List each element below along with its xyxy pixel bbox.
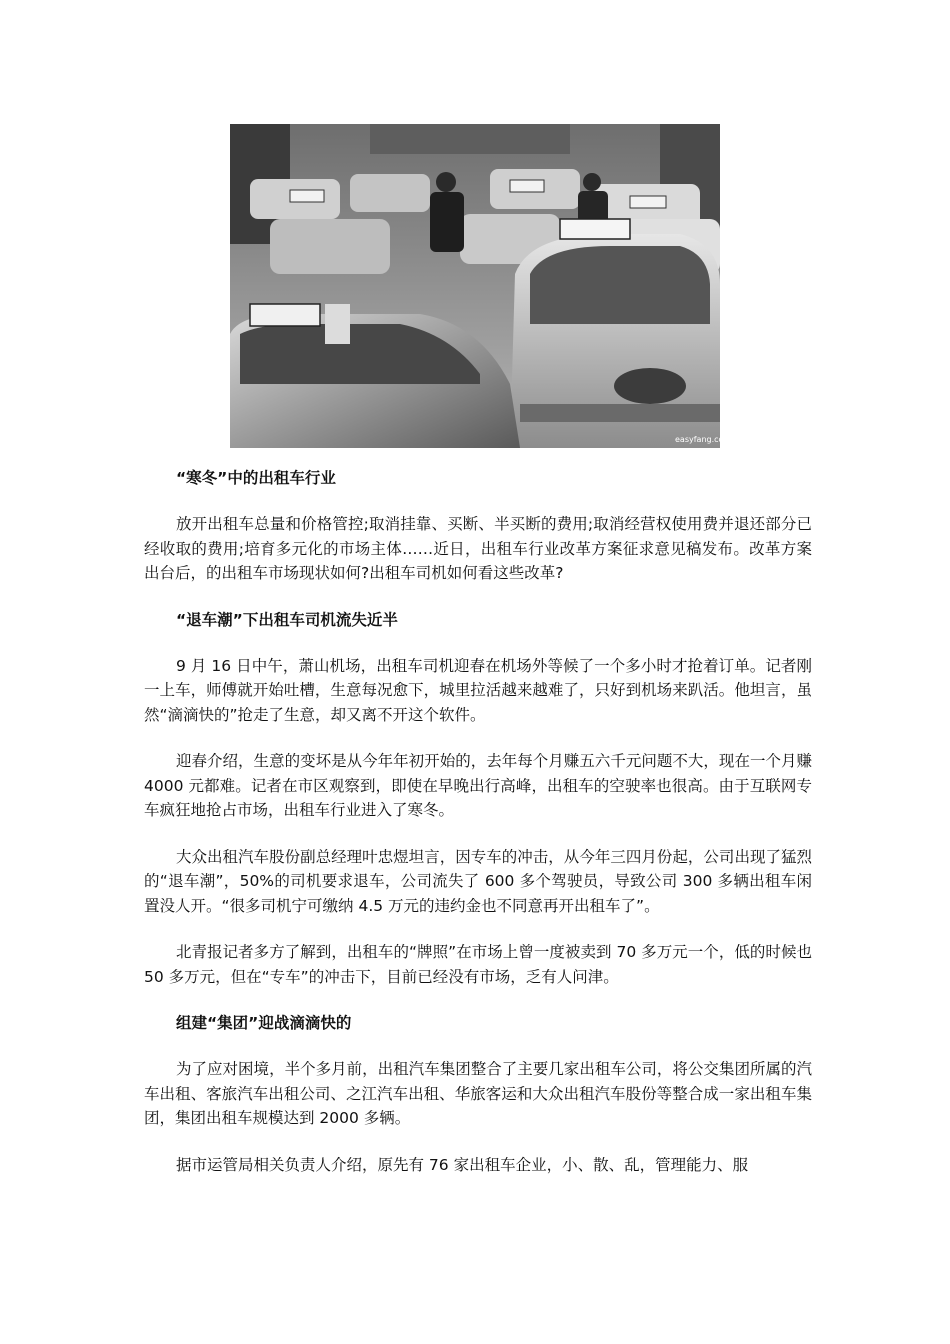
paragraph-regulator: 据市运管局相关负责人介绍，原先有 76 家出租车企业，小、散、乱，管理能力、服 xyxy=(176,1155,749,1174)
section-heading-return-wave: “退车潮”下出租车司机流失近半 xyxy=(176,610,398,629)
photo-watermark: easyfang.com xyxy=(675,435,732,444)
taxi-photo xyxy=(230,124,732,448)
article-body xyxy=(144,466,812,1199)
section-heading-winter: “寒冬”中的出租车行业 xyxy=(176,469,336,487)
paragraph-merger: 为了应对困境，半个多月前，出租汽车集团整合了主要几家出租车公司，将公交集团所属的汽车出租、客旅汽车出租公司、之江汽车出租、华旅客运和大众出租汽车股份等整合成一家出租车集团，集团出租车规模达到 2000 多辆。 xyxy=(144,1060,812,1127)
section-heading-group: 组建“集团”迎战滴滴快的 xyxy=(176,1014,352,1032)
paragraph-income: 迎春介绍，生意的变坏是从今年年初开始的，去年每个月赚五六千元问题不大，现在一个月赚 4000 元都难。记者在市区观察到，即使在早晚出行高峰，出租车的空驶率也很高。由于互联网专车疯狂地抢占市场，出租车行业进入了寒冬。 xyxy=(144,752,812,819)
paragraph-company: 大众出租汽车股份副总经理叶忠煜坦言，因专车的冲击，从今年三四月份起，公司出现了猛烈的“退车潮”，50%的司机要求退车，公司流失了 600 多个驾驶员，导致公司 300 多辆出租车闲置没人开。“很多司机宁可缴纳 4.5 万元的违约金也不同意再开出租车了”。 xyxy=(144,847,812,915)
taxi-photo-image xyxy=(230,124,732,448)
paragraph-license: 北青报记者多方了解到，出租车的“牌照”在市场上曾一度被卖到 70 多万元一个，低的时候也 50 多万元，但在“专车”的冲击下，目前已经没有市场，乏有人问津。 xyxy=(144,943,812,986)
paragraph-intro: 放开出租车总量和价格管控;取消挂靠、买断、半买断的费用;取消经营权使用费并退还部分已经收取的费用;培育多元化的市场主体……近日，出租车行业改革方案征求意见稿发布。改革方案出台后，的出租车市场现状如何?出租车司机如何看这些改革? xyxy=(144,515,812,582)
paragraph-airport: 9 月 16 日中午，萧山机场，出租车司机迎春在机场外等候了一个多小时才抢着订单。记者刚一上车，师傅就开始吐槽，生意每况愈下，城里拉活越来越难了，只好到机场来趴活。他坦言，虽然“滴滴快的”抢走了生意，却又离不开这个软件。 xyxy=(144,656,812,724)
